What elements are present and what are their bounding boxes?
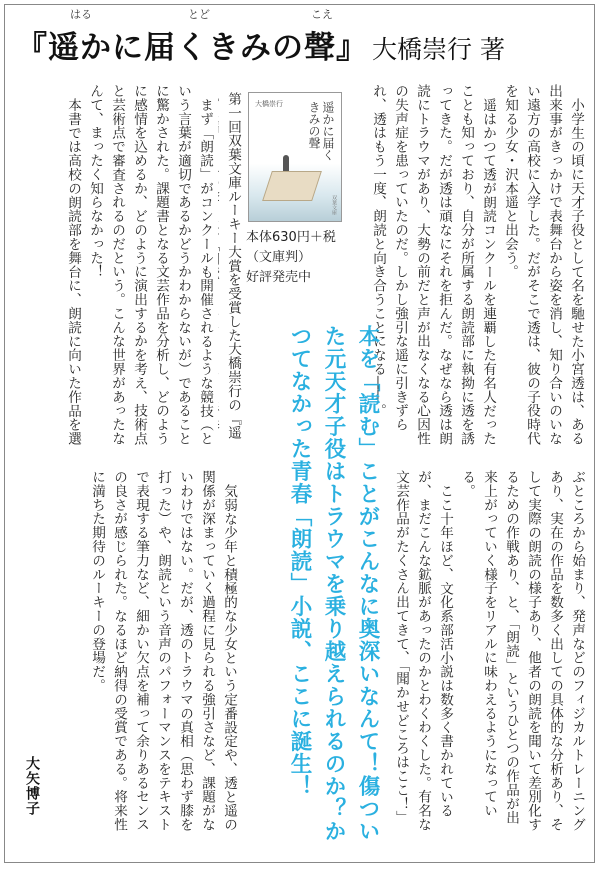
reviewer-name: 大矢博子: [24, 756, 40, 816]
cover-title: 遥かに届くきみの聲: [307, 101, 335, 161]
summary-text: [355, 84, 587, 446]
ruby-koe: こえ: [311, 8, 333, 21]
paragraph-club-novels: ここ十年ほど、文化系部活小説は数多く書かれているが、まだこんな鉱脈があったのかとわくわくした。有名な文芸作品がたくさん出てきて、「聞かせどころはここ！」: [393, 470, 453, 832]
paragraph-roudoku: まず「朗読」がコンクールも開催されるような競技（という言葉が適切であるかどうかわからないが）であることに驚かされた。課題書となる文芸作品を分析し、どのように感情を込めるか、どのように演出するかを考え、技術点と芸術点で審査されるのだという。こんな世界があったなんて、まったく知らなかった！: [87, 84, 213, 446]
book-cover-image: [248, 92, 342, 222]
paragraph-setting: 本書では高校の朗読部を舞台に、朗読に向いた作品を選: [65, 97, 81, 446]
paragraph-synopsis-1: 小学生の頃に天才子役として名を馳せた小宮透は、ある出来事がきっかけで表舞台から姿を消し、知り合いのいない遠方の高校に入学した。だがそこで透は、彼の子役時代を知る少女・沢本遥と出会う。: [502, 84, 584, 446]
paragraph-synopsis-2: 遥はかつて透が朗読コンクールを連覇した有名人だったことも知っており、自分が所属する朗読部に執拗に透を誘ってきた。だが透は頑なにそれを拒んだ。なぜなら透は朗読にトラウマがあり、大勢の前だと声が出なくなる心因性の失声症を患っていたのだ。しかし強引な遥に引きずられ、透はもう一度、朗読と向き合うことになる――。: [370, 84, 496, 446]
price-info: [246, 228, 336, 288]
cover-open-book-icon: [262, 171, 322, 201]
price-availability: 好評発売中: [246, 270, 312, 285]
review-text-bottom-right: [388, 470, 588, 838]
review-text-bottom-left: [50, 470, 240, 838]
review-text-top: [20, 84, 216, 446]
headline-catchcopy: 本を「読む」ことがこんなに奥深いなんて！傷ついた元天才子役はトラウマを乗り越えられるのか？かつてなかった青春「朗読」小説、ここに誕生！: [287, 325, 380, 843]
cover-author: 大橋崇行: [255, 100, 283, 108]
review-intro-start: [218, 92, 244, 446]
cover-publisher: 双葉文庫: [331, 195, 337, 215]
price-format: （文庫判）: [246, 250, 312, 265]
ruby-haru: はる: [70, 8, 92, 21]
price-value: 本体630円＋税: [246, 230, 336, 245]
ruby-todo: とど: [188, 8, 210, 21]
book-author: 大橋崇行 著: [372, 35, 505, 64]
paragraph-evaluation: 気弱な少年と積極的な少女という定番設定や、透と遥の関係が深まっていく過程に見られる強引さなど、課題がないわけではない。だが、透のトラウマの真相（思わず膝を打った）や、朗読という音声のパフォーマンスをテキストで表現する筆力など、細かい欠点を補って余りあるセンスの良さが感じられた。なるほど納得の受賞である。将来性に満ちた期待のルーキーの登場だ。: [89, 470, 237, 832]
book-title: 『遥かに届くきみの聲』: [16, 30, 368, 66]
paragraph-training: ぶところから始まり、発声などのフィジカルトレーニングあり、実在の作品を数多く出しての具体的な分析あり、そして実際の朗読の様子あり、他者の朗読を聞いて差別化するための作戦あり、と、「朗読」というひとつの作品が出来上がっていく様子をリアルに味わえるようになっている。: [459, 470, 585, 832]
paragraph-intro: 第一回双葉文庫ルーキー大賞を受賞した大橋崇行の『遥: [225, 92, 241, 440]
